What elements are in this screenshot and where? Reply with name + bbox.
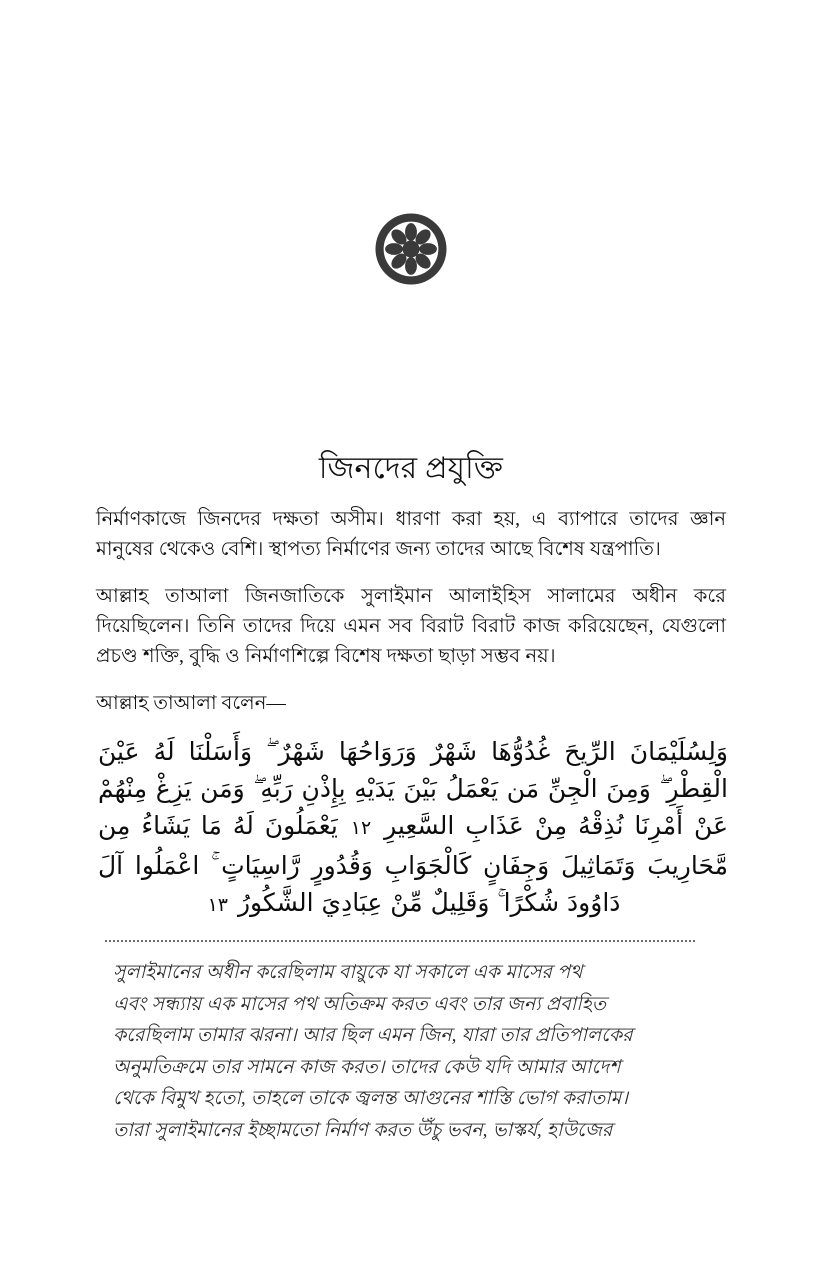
body-paragraph-2: আল্লাহ তাআলা জিনজাতিকে সুলাইমান আলাইহিস সালামের অধীন করে দিয়েছিলেন। তিনি তাদের দিয়ে এমন সব বিরাট বিরাট কাজ করিয়েছেন, যেগুলো প্রচণ্ড শক্তি, বুদ্ধি ও নির্মাণশিল্পে বিশেষ দক্ষতা ছাড়া সম্ভব নয়। xyxy=(96,586,726,667)
bengali-translation xyxy=(113,957,713,1146)
arabic-verse-13: يَعْمَلُونَ لَهُ مَا يَشَاءُ مِن مَّحَارِيبَ وَتَمَاثِيلَ وَجِفَانٍ كَالْجَوَابِ وَقُدُورٍ رَّاسِيَاتٍ ۚ اعْمَلُوا آلَ دَاوُودَ شُكْرًا ۚ وَقَلِيلٌ مِّنْ عِبَادِيَ الشَّكُورُ xyxy=(98,811,728,917)
body-paragraph-1: নির্মাণকাজে জিনদের দক্ষতা অসীম। ধারণা করা হয়, এ ব্যাপারে তাদের জ্ঞান মানুষের থেকেও বেশি। স্থাপত্য নির্মাণের জন্য তাদের আছে বিশেষ যন্ত্রপাতি। xyxy=(96,509,726,560)
quotation-lead-in: আল্লাহ তাআলা বলেন— xyxy=(96,693,286,714)
chapter-title: জিনদের প্রযুক্তি xyxy=(318,452,504,486)
arabic-quotation xyxy=(96,733,730,924)
content-column xyxy=(96,505,729,1146)
dotted-divider xyxy=(105,940,695,943)
translation-line: থেকে বিমুখ হতো, তাহলে তাকে জ্বলন্ত আগুনের শাস্তি ভোগ করাতাম। xyxy=(113,1088,629,1109)
arabic-verse-12: وَلِسُلَيْمَانَ الرِّيحَ غُدُوُّهَا شَهْرٌ وَرَوَاحُهَا شَهْرٌ ۖ وَأَسَلْنَا لَهُ عَيْنَ الْقِطْرِ ۖ وَمِنَ الْجِنِّ مَن يَعْمَلُ بَيْنَ يَدَيْهِ بِإِذْنِ رَبِّهِ ۖ وَمَن يَزِغْ مِنْهُمْ عَنْ أَمْرِنَا نُذِقْهُ مِنْ عَذَابِ السَّعِيرِ xyxy=(98,737,729,840)
translation-line: অনুমতিক্রমে তার সামনে কাজ করত। তাদের কেউ যদি আমার আদেশ xyxy=(113,1056,621,1078)
translation-line: এবং সন্ধ্যায় এক মাসের পথ অতিক্রম করত এবং তার জন্য প্রবাহিত xyxy=(113,993,606,1015)
translation-line: তারা সুলাইমানের ইচ্ছামতো নির্মাণ করত উঁচু ভবন, ভাস্কর্য, হাউজের xyxy=(113,1119,613,1141)
translation-line: সুলাইমানের অধীন করেছিলাম বায়ুকে যা সকালে এক মাসের পথ xyxy=(113,962,583,983)
ornament-container xyxy=(0,212,822,286)
ayah-marker-13: ١٣ xyxy=(207,894,228,916)
ayah-marker-12: ١٢ xyxy=(350,817,372,839)
flower-rosette-ornament xyxy=(374,212,448,286)
translation-line: করেছিলাম তামার ঝরনা। আর ছিল এমন জিন, যারা তার প্রতিপালকের xyxy=(113,1025,633,1046)
